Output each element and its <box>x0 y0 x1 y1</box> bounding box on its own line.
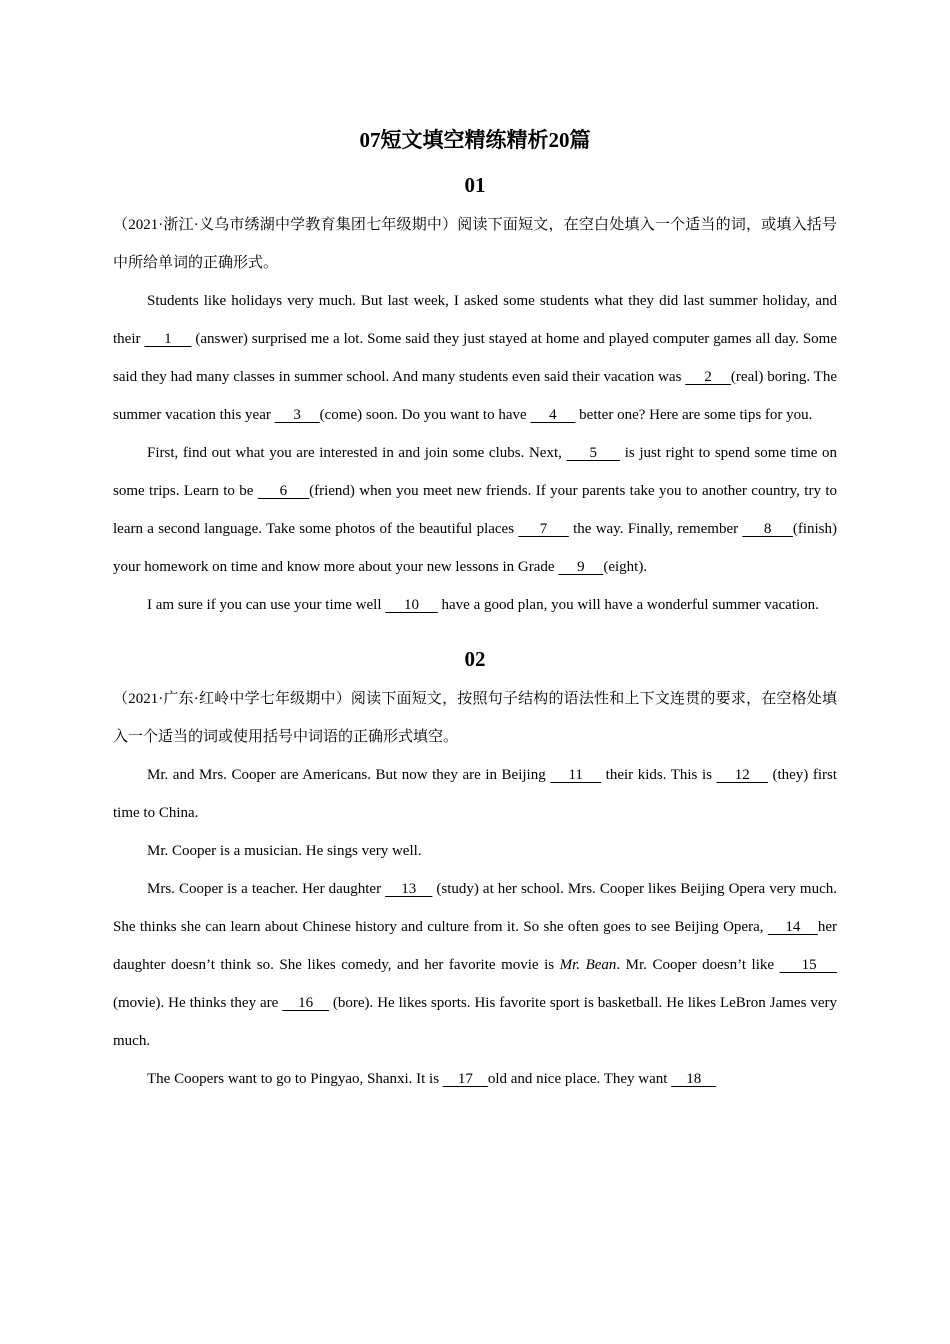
section-02-instructions: （2021·广东·红岭中学七年级期中）阅读下面短文，按照句子结构的语法性和上下文连贯的要求，在空格处填入一个适当的词或使用括号中词语的正确形式填空。 <box>113 691 837 745</box>
blank-1[interactable]: 1 <box>144 331 192 347</box>
blank-15[interactable]: 15 <box>779 957 837 973</box>
blank-6[interactable]: 6 <box>257 483 310 499</box>
blank-16[interactable]: 16 <box>282 995 329 1011</box>
blank-18[interactable]: 18 <box>671 1071 717 1087</box>
section-01-instructions: （2021·浙江·义乌市绣湖中学教育集团七年级期中）阅读下面短文，在空白处填入一个适当的词，或填入括号中所给单词的正确形式。 <box>113 217 837 271</box>
blank-12[interactable]: 12 <box>716 767 768 783</box>
blank-9[interactable]: 9 <box>558 559 604 575</box>
blank-11[interactable]: 11 <box>550 767 602 783</box>
blank-17[interactable]: 17 <box>442 1071 488 1087</box>
blank-2[interactable]: 2 <box>685 369 731 385</box>
blank-7[interactable]: 7 <box>518 521 569 537</box>
section-01-paragraph-3: I am sure if you can use your time well 10 have a good plan, you will have a wonderful summer vacation. <box>147 597 819 613</box>
section-number-02: 02 <box>464 647 486 671</box>
document-page <box>113 122 837 1098</box>
blank-8[interactable]: 8 <box>742 521 793 537</box>
blank-10[interactable]: 10 <box>385 597 438 613</box>
blank-3[interactable]: 3 <box>274 407 320 423</box>
section-number-01: 01 <box>464 173 486 197</box>
section-01-paragraph-1: Students like holidays very much. But last week, I asked some students what they did last summer holiday, and their 1 (answer) surprised me a lot. Some said they just stayed at home and played computer games all day. Some said they had many classes in summer school. And many students even said their vacation was 2 (real) boring. The summer vacation this year 3 (come) soon. Do you want to have 4 better one? Here are some tips for you. <box>113 293 837 423</box>
blank-14[interactable]: 14 <box>767 919 818 935</box>
blank-4[interactable]: 4 <box>530 407 576 423</box>
blank-5[interactable]: 5 <box>566 445 621 461</box>
section-01-paragraph-2: First, find out what you are interested in and join some clubs. Next, 5 is just right to spend some time on some trips. Learn to be 6 (friend) when you meet new friends. If your parents take you to another country, try to learn a second language. Take some photos of the beautiful places 7 the way. Finally, remember 8 (finish) your homework on time and know more about your new lessons in Grade 9 (eight). <box>113 445 838 575</box>
section-02-paragraph-2: Mr. Cooper is a musician. He sings very well. <box>147 843 422 859</box>
section-02-paragraph-4: The Coopers want to go to Pingyao, Shanxi. It is 17 old and nice place. They want 18 <box>147 1071 717 1087</box>
blank-13[interactable]: 13 <box>385 881 433 897</box>
section-02-paragraph-1: Mr. and Mrs. Cooper are Americans. But now they are in Beijing 11 their kids. This is 12 (they) first time to China. <box>113 767 837 821</box>
section-02-paragraph-3: Mrs. Cooper is a teacher. Her daughter 13 (study) at her school. Mrs. Cooper likes Beijing Opera very much. She thinks she can learn about Chinese history and culture from it. So she often goes to see Beijing Opera, 14 her daughter doesn’t think so. She likes comedy, and her favorite movie is Mr. Bean. Mr. Cooper doesn’t like 15 (movie). He thinks they are 16 (bore). He likes sports. His favorite sport is basketball. He likes LeBron James very much. <box>113 881 838 1049</box>
document-title: 07短文填空精练精析20篇 <box>359 128 591 152</box>
movie-title: Mr. Bean <box>559 957 617 973</box>
